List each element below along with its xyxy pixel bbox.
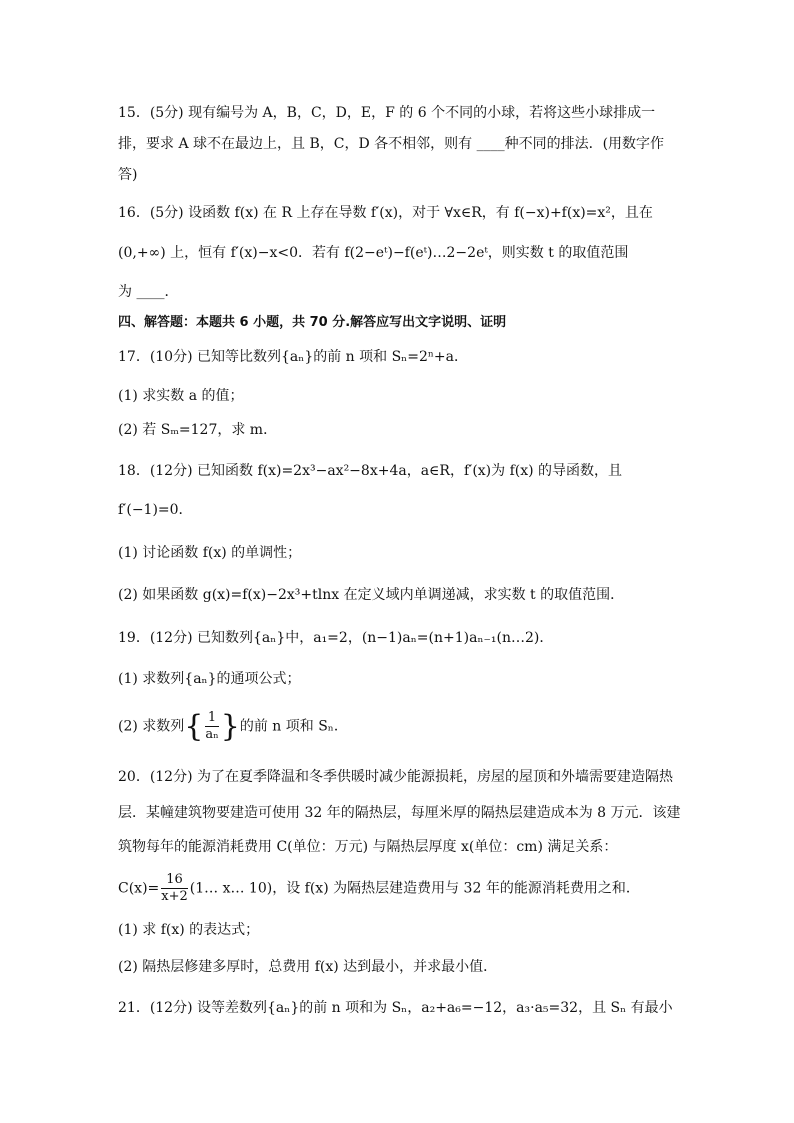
cost-numerator: 16 — [161, 872, 188, 889]
fraction-numerator: 1 — [205, 710, 218, 727]
q16-line3: 为 ____． — [118, 284, 179, 300]
right-brace: } — [220, 708, 240, 744]
q17-part1: (1) 求实数 a 的值； — [118, 388, 244, 404]
q20-part2: (2) 隔热层修建多厚时，总费用 f(x) 达到最小，并求最小值． — [118, 959, 498, 975]
q18-line2: f′(−1)=0． — [118, 502, 193, 518]
left-brace: { — [184, 708, 204, 744]
q15-line2: 排，要求 A 球不在最边上，且 B，C，D 各不相邻，则有 ____种不同的排法．(用数字作 — [118, 136, 665, 152]
q20-part1: (1) 求 f(x) 的表达式； — [118, 922, 260, 938]
q20-line3: 筑物每年的能源消耗费用 C(单位：万元) 与隔热层厚度 x(单位：cm) 满足关系： — [118, 839, 618, 855]
q19-stem: 19．(12分) 已知数列{aₙ}中，a₁=2，(n−1)aₙ=(n+1)aₙ₋₁(n…2)． — [118, 630, 554, 646]
section-heading: 四、解答题：本题共 6 小题，共 70 分.解答应写出文字说明、证明 — [118, 315, 507, 330]
formula-lhs: C(x)= — [118, 880, 160, 897]
q15-line3: 答) — [118, 167, 138, 183]
q18-part2: (2) 如果函数 g(x)=f(x)−2x³+tlnx 在定义域内单调递减，求实数 t 的取值范围． — [118, 587, 625, 603]
q16-line2: (0,+∞) 上，恒有 f′(x)−x<0．若有 f(2−eᵗ)−f(eᵗ)…2−2eᵗ，则实数 t 的取值范围 — [118, 245, 629, 261]
q18-part1: (1) 讨论函数 f(x) 的单调性； — [118, 545, 302, 561]
q20-line1: 20．(12分) 为了在夏季降温和冬季供暖时减少能源损耗，房屋的屋顶和外墙需要建造隔热 — [118, 769, 674, 785]
cost-denominator: x+2 — [161, 889, 188, 904]
formula-rest: (1… x… 10)，设 f(x) 为隔热层建造费用与 32 年的能源消耗费用之和． — [189, 880, 640, 897]
q19-part2-prefix: (2) 求数列 — [118, 718, 185, 735]
q17-part2: (2) 若 Sₘ=127，求 m． — [118, 422, 278, 438]
cost-fraction — [161, 872, 188, 905]
reciprocal-fraction — [205, 710, 218, 743]
q20-formula — [118, 872, 640, 905]
q17-stem: 17．(10分) 已知等比数列{aₙ}的前 n 项和 Sₙ=2ⁿ+a． — [118, 349, 469, 365]
fraction-denominator: aₙ — [205, 727, 219, 742]
q20-line2: 层．某幢建筑物要建造可使用 32 年的隔热层，每厘米厚的隔热层建造成本为 8 万元．该建 — [118, 805, 681, 821]
q19-part1: (1) 求数列{aₙ}的通项公式； — [118, 671, 301, 687]
q19-part2 — [118, 710, 348, 743]
q15-line1: 15．(5分) 现有编号为 A，B，C，D，E，F 的 6 个不同的小球，若将这些小球排成一 — [118, 105, 656, 121]
q21-line1: 21．(12分) 设等差数列{aₙ}的前 n 项和为 Sₙ，a₂+a₆=−12，a₃·a₅=32，且 Sₙ 有最小 — [118, 1000, 673, 1016]
q16-line1: 16．(5分) 设函数 f(x) 在 R 上存在导数 f′(x)，对于 ∀x∈R，有 f(−x)+f(x)=x²，且在 — [118, 205, 653, 221]
q19-part2-suffix: 的前 n 项和 Sₙ． — [239, 718, 348, 735]
q18-line1: 18．(12分) 已知函数 f(x)=2x³−ax²−8x+4a，a∈R，f′(x)为 f(x) 的导函数，且 — [118, 463, 623, 479]
